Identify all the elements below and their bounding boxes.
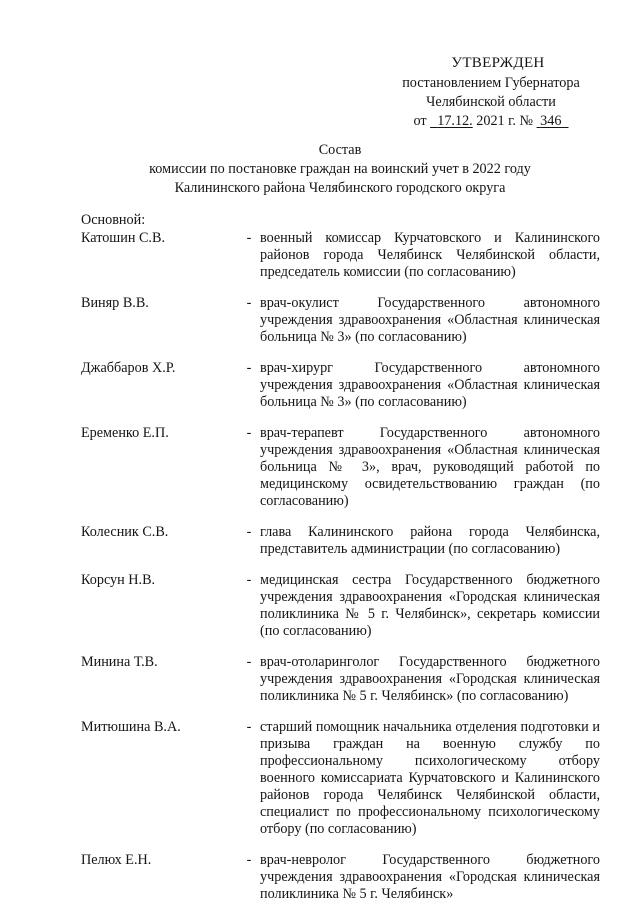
approval-number (537, 113, 569, 129)
approval-date (430, 113, 473, 129)
approval-date-value: 17.12. (437, 113, 473, 129)
title-line-3: Калининского района Челябинского городского округа (174, 180, 506, 196)
member-role: врач-невролог Государственного бюджетного учреждения здравоохранения «Городская клиническая поликлиника № 5 г. Челябинск» (260, 852, 600, 902)
approval-number-value: 346 (540, 113, 562, 129)
title-line-1: Состав (318, 142, 362, 158)
member-dash: - (246, 425, 252, 441)
member-role: военный комиссар Курчатовского и Калининского районов города Челябинск Челябинской области, председатель комиссии (по согласованию) (260, 230, 600, 280)
member-dash: - (246, 719, 252, 735)
approval-line-2: Челябинской области (426, 94, 556, 110)
member-name: Катошин С.В. (81, 230, 165, 246)
approval-date-line (380, 112, 602, 131)
member-name: Джаббаров Х.Р. (81, 360, 176, 376)
member-name: Корсун Н.В. (81, 572, 156, 588)
member-role: врач-окулист Государственного автономного учреждения здравоохранения «Областная клиническая больница № 3» (по согласованию) (260, 295, 600, 345)
document-title (60, 141, 620, 198)
member-dash: - (246, 230, 252, 246)
member-name: Пелюх Е.Н. (81, 852, 152, 868)
member-dash: - (246, 852, 252, 868)
member-name: Еременко Е.П. (81, 425, 169, 441)
approval-stamp (380, 53, 602, 131)
list-item (81, 719, 600, 838)
list-item (81, 572, 600, 640)
member-role: врач-отоларинголог Государственного бюджетного учреждения здравоохранения «Городская клиническая поликлиника № 5 г. Челябинск» (по согласованию) (260, 654, 600, 704)
member-role: глава Калининского района города Челябинска, представитель администрации (по согласованию) (260, 524, 600, 557)
approval-heading: УТВЕРЖДЕН (451, 55, 545, 71)
member-role: старший помощник начальника отделения подготовки и призыва граждан на военную службу по профессиональному психологическому отбору военного комиссариата Курчатовского и Калининского районов города Челябинск Челябинской области, специалист по профессиональному психологическому отбору (по согласованию) (260, 719, 600, 837)
list-item (81, 654, 600, 705)
list-item (81, 425, 600, 510)
list-item (81, 360, 600, 411)
member-role: врач-хирург Государственного автономного учреждения здравоохранения «Областная клиническая больница № 3» (по согласованию) (260, 360, 600, 410)
member-name: Минина Т.В. (81, 654, 158, 670)
member-name: Митюшина В.А. (81, 719, 181, 735)
title-line-2: комиссии по постановке граждан на воинский учет в 2022 году (149, 161, 531, 177)
approval-from-prefix: от (413, 113, 427, 129)
member-dash: - (246, 295, 252, 311)
member-role: врач-терапевт Государственного автономного учреждения здравоохранения «Областная клиническая больница № 3», врач, руководящий работой по медицинскому освидетельствованию граждан (по согласованию) (260, 425, 600, 509)
approval-year: 2021 г. № (476, 113, 534, 129)
list-item (81, 852, 600, 903)
member-role: медицинская сестра Государственного бюджетного учреждения здравоохранения «Городская клиническая поликлиника № 5 г. Челябинск», секретарь комиссии (по согласованию) (260, 572, 600, 639)
members-list (81, 230, 600, 903)
member-dash: - (246, 524, 252, 540)
list-item (81, 230, 600, 281)
member-dash: - (246, 360, 252, 376)
member-name: Колесник С.В. (81, 524, 169, 540)
member-dash: - (246, 572, 252, 588)
member-dash: - (246, 654, 252, 670)
list-item (81, 295, 600, 346)
section-label: Основной: (81, 212, 146, 228)
approval-line-1: постановлением Губернатора (402, 75, 580, 91)
list-item (81, 524, 600, 558)
member-name: Виняр В.В. (81, 295, 149, 311)
